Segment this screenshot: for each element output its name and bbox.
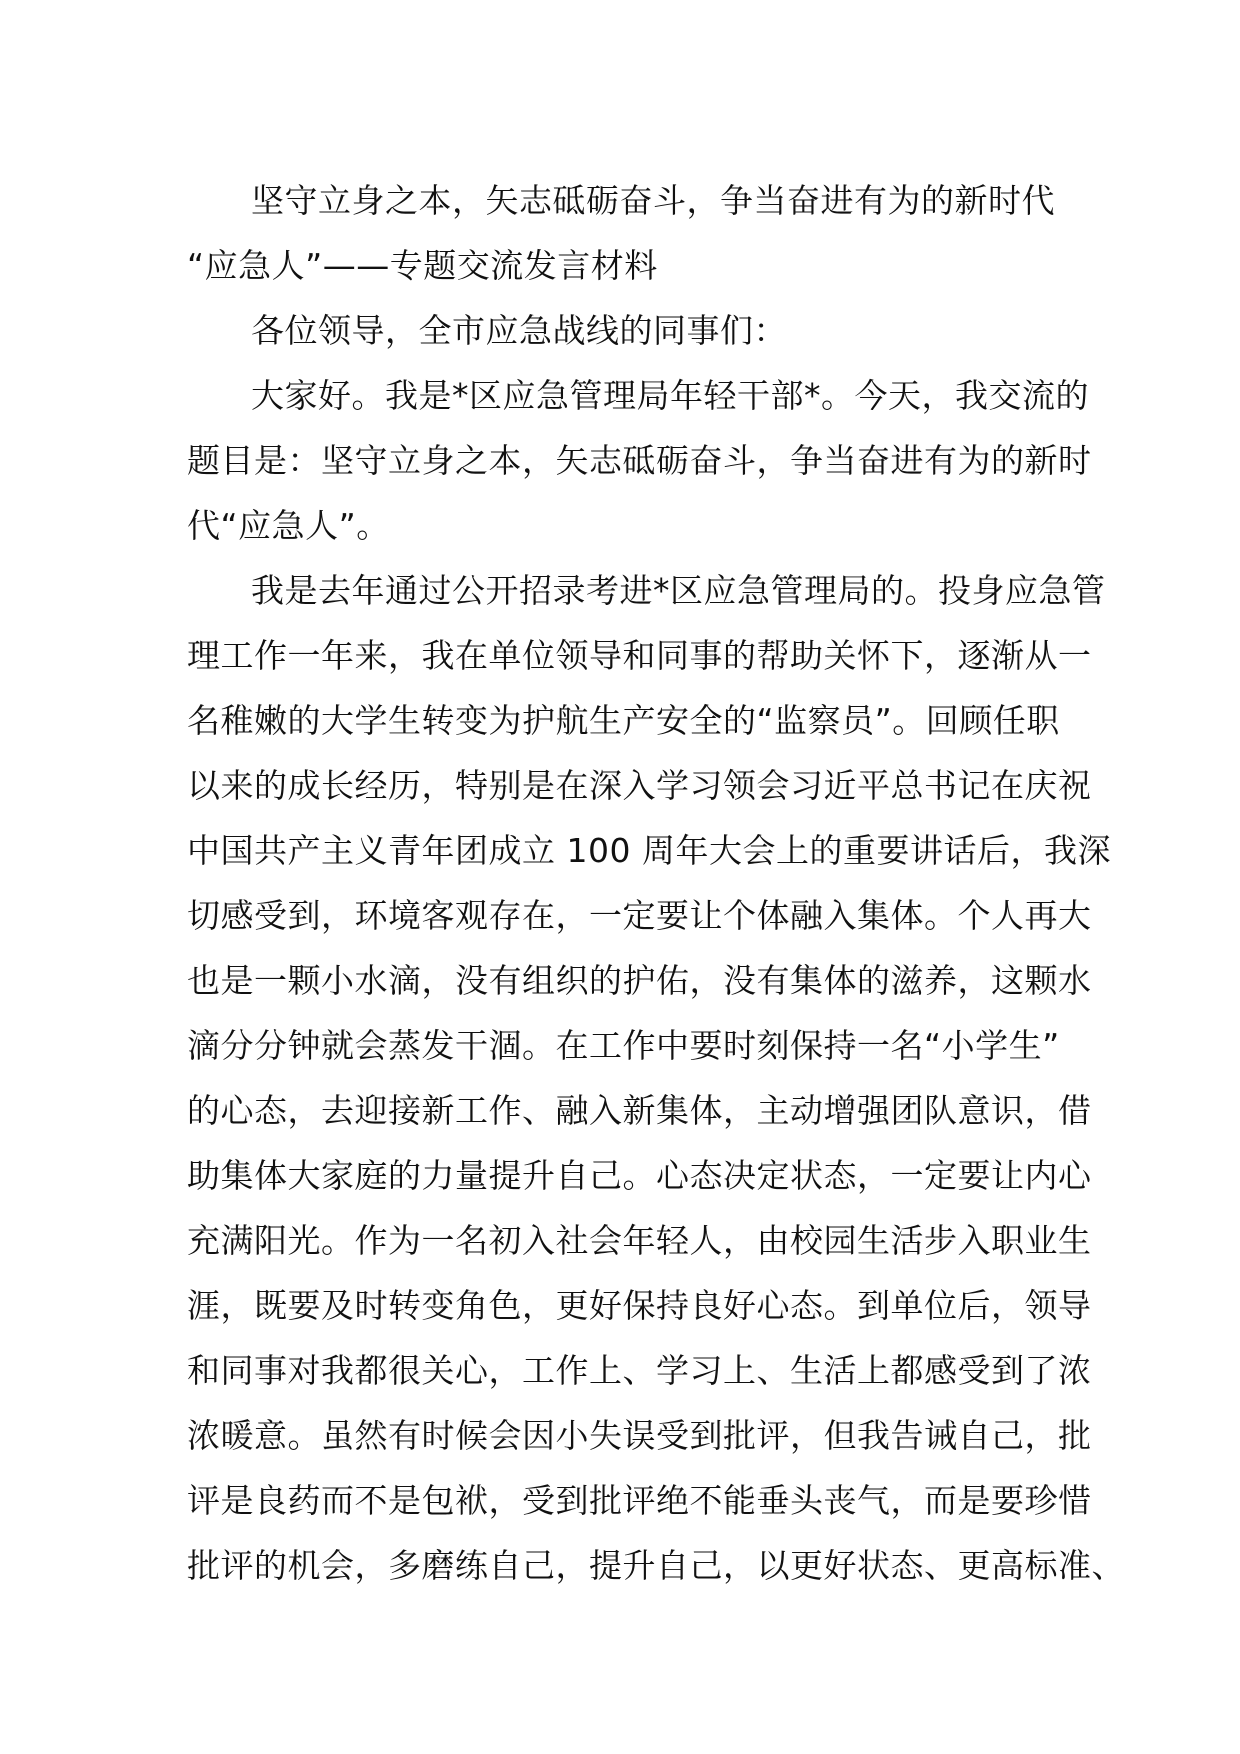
paragraph-line: 的心态，去迎接新工作、融入新集体，主动增强团队意识，借 [187, 1091, 1092, 1130]
document-body [187, 168, 1125, 1598]
paragraph-line: 题目是：坚守立身之本，矢志砥砺奋斗，争当奋进有为的新时 [187, 441, 1092, 480]
salutation: 各位领导，全市应急战线的同事们： [251, 311, 787, 350]
paragraph-line: 以来的成长经历，特别是在深入学习领会习近平总书记在庆祝 [187, 766, 1092, 805]
paragraph-line: 也是一颗小水滴，没有组织的护佑，没有集体的滋养，这颗水 [187, 961, 1092, 1000]
paragraph-line: 和同事对我都很关心，工作上、学习上、生活上都感受到了浓 [187, 1351, 1092, 1390]
paragraph-line: 代“应急人”。 [187, 506, 390, 545]
paragraph-line: 涯，既要及时转变角色，更好保持良好心态。到单位后，领导 [187, 1286, 1092, 1325]
paragraph-line: 大家好。我是*区应急管理局年轻干部*。今天，我交流的 [251, 376, 1089, 415]
title-line-2: “应急人”——专题交流发言材料 [187, 246, 658, 285]
paragraph-line: 助集体大家庭的力量提升自己。心态决定状态，一定要让内心 [187, 1156, 1092, 1195]
title-line-1: 坚守立身之本，矢志砥砺奋斗，争当奋进有为的新时代 [251, 181, 1055, 220]
paragraph-line: 充满阳光。作为一名初入社会年轻人，由校园生活步入职业生 [187, 1221, 1092, 1260]
paragraph-line: 切感受到，环境客观存在，一定要让个体融入集体。个人再大 [187, 896, 1092, 935]
paragraph-line: 理工作一年来，我在单位领导和同事的帮助关怀下，逐渐从一 [187, 636, 1092, 675]
paragraph-line: 我是去年通过公开招录考进*区应急管理局的。投身应急管 [251, 571, 1106, 610]
paragraph-line: 滴分分钟就会蒸发干涸。在工作中要时刻保持一名“小学生” [187, 1026, 1060, 1065]
paragraph-line: 评是良药而不是包袱，受到批评绝不能垂头丧气，而是要珍惜 [187, 1481, 1092, 1520]
paragraph-line: 名稚嫩的大学生转变为护航生产安全的“监察员”。回顾任职 [187, 701, 1060, 740]
paragraph-line: 中国共产主义青年团成立 100 周年大会上的重要讲话后，我深 [187, 831, 1111, 870]
paragraph-line: 浓暖意。虽然有时候会因小失误受到批评，但我告诫自己，批 [187, 1416, 1092, 1455]
paragraph-line: 批评的机会，多磨练自己，提升自己，以更好状态、更高标准、 [187, 1546, 1125, 1585]
